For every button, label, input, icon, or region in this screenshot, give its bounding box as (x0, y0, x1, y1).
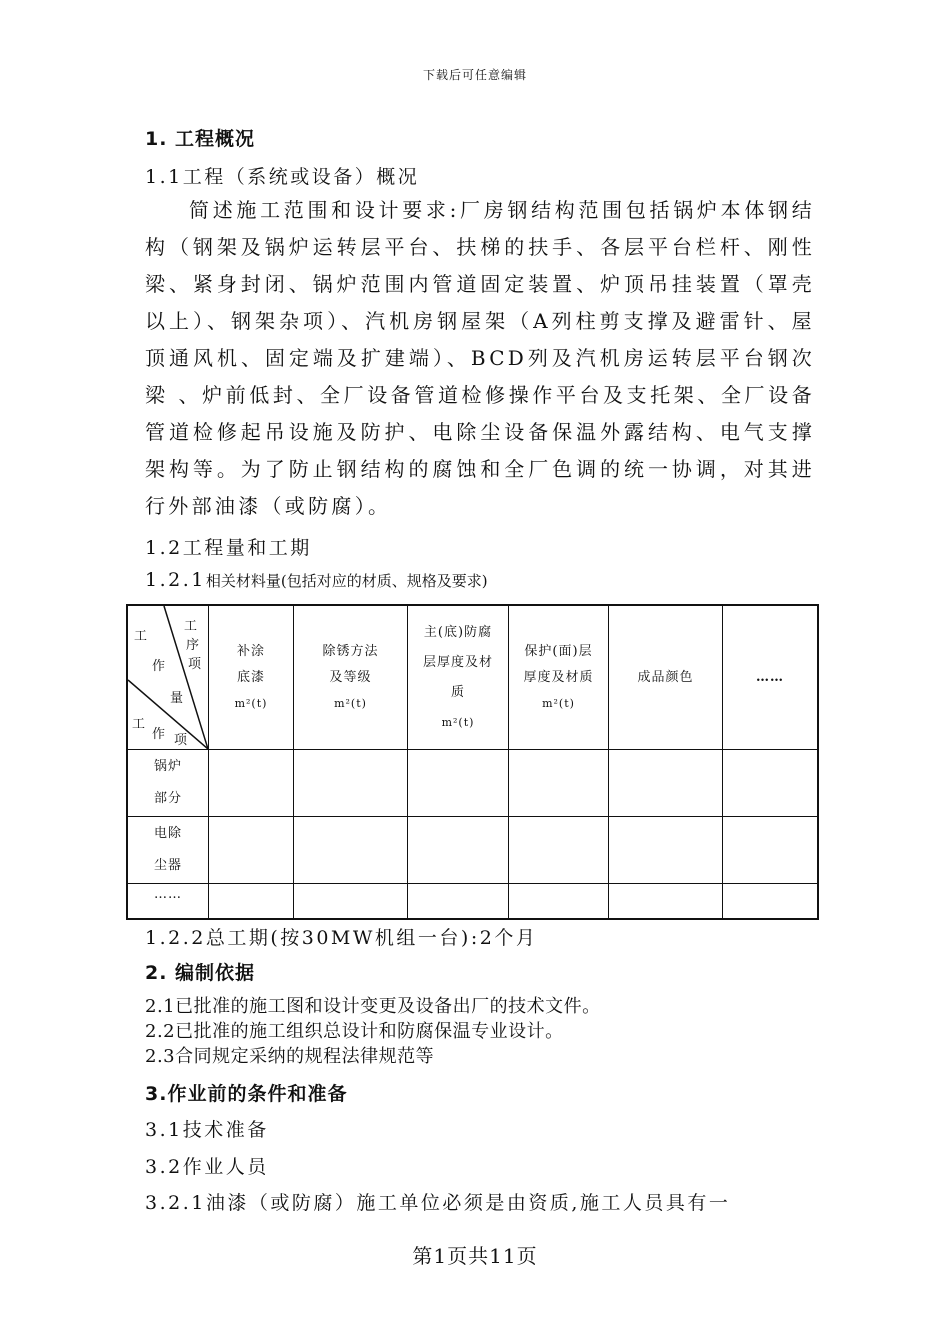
basis-item: 2.1已批准的施工图和设计变更及设备出厂的技术文件。 (145, 996, 601, 1017)
table-row (127, 750, 818, 817)
table-row (127, 884, 818, 919)
header-line: 成品颜色 (637, 669, 694, 685)
section-1-2-heading: 1.2工程量和工期 (145, 537, 312, 559)
table-cell (509, 750, 609, 817)
table-cell (209, 817, 294, 884)
row-label-line: 电除 (153, 826, 182, 841)
section-1-1-body: 简述施工范围和设计要求:厂房钢结构范围包括锅炉本体钢结构（钢架及锅炉运转层平台、扶梯的扶手、各层平台栏杆、刚性梁、紧身封闭、锅炉范围内管道固定装置、炉顶吊挂装置（罩壳以上）、钢架杂项）、汽机房钢屋架（A列柱剪支撑及避雷针、屋顶通风机、固定端及扩建端）、BCD列及汽机房运转层平台钢次梁 、炉前低封、全厂设备管道检修操作平台及支托架、全厂设备管道检修起吊设施及防护、电除尘设备保温外露结构、电气支撑架构等。为了防止钢结构的腐蚀和全厂色调的统一协调，对其进行外部油漆（或防腐）。 (145, 198, 815, 518)
table-cell (408, 884, 509, 919)
header-line: m²(t) (542, 696, 575, 710)
header-line: 底漆 (236, 669, 265, 685)
section-1-2-1-heading (145, 569, 488, 591)
section-3-title: 3.作业前的条件和准备 (145, 1083, 348, 1105)
header-cell-protective-layer (509, 605, 609, 750)
corner-label: 作 (152, 727, 167, 742)
table-cell (509, 884, 609, 919)
table-row (127, 817, 818, 884)
table-cell (723, 750, 819, 817)
page-header-note: 下载后可任意编辑 (422, 68, 527, 82)
section-3-1-heading: 3.1技术准备 (145, 1119, 269, 1141)
section-1-2-1-text: 相关材料量(包括对应的材质、规格及要求) (205, 572, 488, 590)
basis-item: 2.2已批准的施工组织总设计和防腐保温专业设计。 (145, 1021, 564, 1042)
table-cell (294, 884, 408, 919)
header-cell-more (723, 605, 819, 750)
section-1-title: 1. 工程概况 (145, 128, 256, 150)
row-label-line: 尘器 (153, 858, 182, 873)
header-cell-finished-color (609, 605, 723, 750)
corner-label: 工 (184, 619, 199, 634)
header-cell-rust-removal (294, 605, 408, 750)
header-line: m²(t) (334, 696, 367, 710)
table-cell (609, 817, 723, 884)
header-cell-primer-layer (408, 605, 509, 750)
section-2-title: 2. 编制依据 (145, 962, 256, 984)
table-corner-cell (127, 605, 209, 750)
table-cell (294, 750, 408, 817)
header-line: 质 (450, 684, 465, 700)
table-cell (294, 817, 408, 884)
header-line: 补涂 (236, 643, 265, 659)
header-cell-touchup-primer (209, 605, 294, 750)
corner-label: 工 (132, 717, 147, 732)
section-1-1-heading: 1.1工程（系统或设备）概况 (145, 166, 420, 188)
table-cell (408, 750, 509, 817)
header-line: 层厚度及材 (422, 654, 493, 670)
row-label-line: …… (154, 887, 182, 902)
materials-table (126, 604, 819, 920)
header-line: m²(t) (234, 696, 268, 710)
header-line: 保护(面)层 (524, 643, 593, 659)
section-3-2-1-text: 3.2.1油漆（或防腐）施工单位必须是由资质,施工人员具有一 (145, 1192, 731, 1214)
basis-item: 2.3合同规定采纳的规程法律规范等 (145, 1046, 435, 1067)
section-1-2-2-duration: 1.2.2总工期(按30MW机组一台):2个月 (145, 927, 538, 949)
header-line: 厚度及材质 (523, 669, 594, 685)
row-label-boiler (127, 750, 209, 817)
header-line: 主(底)防腐 (423, 624, 493, 640)
table-cell (408, 817, 509, 884)
table-cell (209, 750, 294, 817)
header-line: 除锈方法 (322, 643, 379, 659)
row-label-line: 锅炉 (153, 759, 182, 774)
header-line: …… (756, 669, 784, 685)
corner-label: 项 (188, 657, 203, 672)
corner-label: 作 (152, 659, 167, 674)
header-line: m²(t) (441, 715, 475, 729)
corner-label: 序 (186, 638, 201, 653)
page-footer-number: 第1页共11页 (412, 1244, 538, 1268)
table-cell (723, 884, 819, 919)
table-cell (509, 817, 609, 884)
row-label-precipitator (127, 817, 209, 884)
corner-label: 工 (134, 629, 149, 644)
corner-label: 量 (170, 691, 185, 706)
table-cell (209, 884, 294, 919)
corner-label: 项 (174, 733, 189, 748)
table-cell (609, 884, 723, 919)
table-cell (723, 817, 819, 884)
row-label-more (127, 884, 209, 919)
row-label-line: 部分 (153, 791, 182, 806)
section-3-2-heading: 3.2作业人员 (145, 1156, 269, 1178)
table-cell (609, 750, 723, 817)
table-header-row (127, 605, 818, 750)
section-1-2-1-number: 1.2.1 (145, 569, 206, 591)
header-line: 及等级 (329, 669, 372, 685)
